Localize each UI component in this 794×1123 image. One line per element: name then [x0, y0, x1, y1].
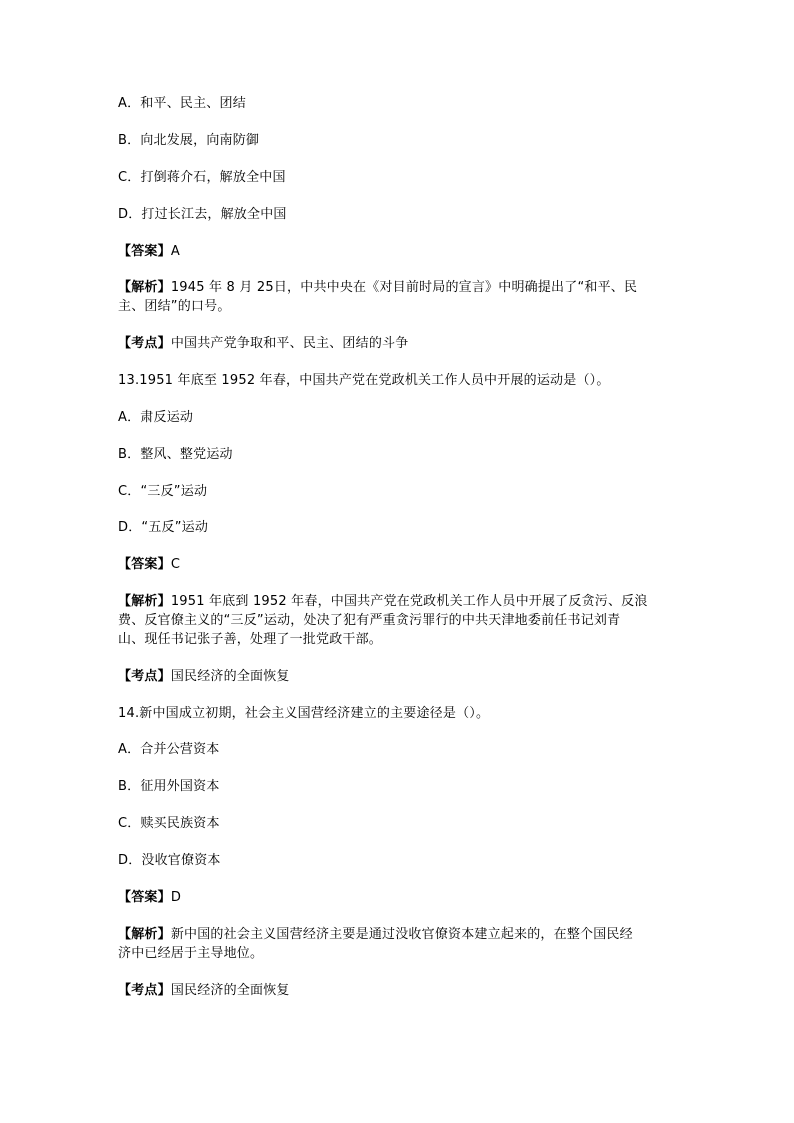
option-d: D．没收官僚资本	[118, 853, 221, 868]
answer-label: 【答案】	[118, 244, 171, 259]
analysis-line: 主、团结”的口号。	[118, 299, 231, 314]
exam-point-text: 国民经济的全面恢复	[170, 983, 290, 998]
answer-value: C	[170, 557, 181, 572]
analysis-label: 【解析】	[118, 927, 171, 942]
option-d: D．打过长江去，解放全中国	[118, 207, 287, 222]
analysis-label: 【解析】	[118, 594, 171, 609]
option-c: C．“三反”运动	[118, 484, 208, 499]
option-c: C．赎买民族资本	[118, 816, 220, 831]
answer	[118, 889, 181, 907]
question-13: 13.1951 年底至 1952 年春，中国共产党在党政机关工作人员中开展的运动是（）。	[118, 373, 610, 388]
analysis-text: 1945 年 8 月 25日，中共中央在《对目前时局的宣言》中明确提出了“和平、民	[170, 280, 638, 295]
analysis-line: 费、反官僚主义的“三反”运动，处决了犯有严重贪污罪行的中共天津地委前任书记刘青	[118, 613, 621, 628]
option-b: B．整风、整党运动	[118, 447, 233, 462]
exam-point	[118, 668, 290, 686]
exam-point	[118, 335, 408, 353]
analysis-line	[118, 593, 648, 611]
exam-point-label: 【考点】	[118, 336, 171, 351]
option-a: A．合并公营资本	[118, 742, 220, 757]
exam-point-text: 中国共产党争取和平、民主、团结的斗争	[170, 336, 409, 351]
analysis-label: 【解析】	[118, 280, 171, 295]
analysis-line: 济中已经居于主导地位。	[118, 946, 264, 961]
exam-point	[118, 982, 290, 1000]
answer	[118, 243, 180, 261]
exam-point-label: 【考点】	[118, 983, 171, 998]
analysis-line: 山、现任书记张子善，处理了一批党政干部。	[118, 632, 383, 647]
analysis-line	[118, 926, 633, 944]
analysis-text: 新中国的社会主义国营经济主要是通过没收官僚资本建立起来的，在整个国民经	[170, 927, 633, 942]
option-b: B．征用外国资本	[118, 779, 220, 794]
option-d: D．“五反”运动	[118, 520, 209, 535]
analysis-line	[118, 279, 637, 297]
answer-value: D	[170, 890, 182, 905]
exam-point-label: 【考点】	[118, 669, 171, 684]
answer-value: A	[170, 244, 180, 259]
question-14: 14.新中国成立初期，社会主义国营经济建立的主要途径是（）。	[118, 706, 490, 721]
analysis-text: 1951 年底到 1952 年春，中国共产党在党政机关工作人员中开展了反贪污、反浪	[170, 594, 648, 609]
exam-point-text: 国民经济的全面恢复	[170, 669, 290, 684]
option-a: A．肃反运动	[118, 410, 194, 425]
answer	[118, 556, 180, 574]
answer-label: 【答案】	[118, 557, 171, 572]
option-b: B．向北发展，向南防御	[118, 133, 260, 148]
option-a: A．和平、民主、团结	[118, 96, 246, 111]
answer-label: 【答案】	[118, 890, 171, 905]
option-c: C．打倒蒋介石，解放全中国	[118, 170, 286, 185]
